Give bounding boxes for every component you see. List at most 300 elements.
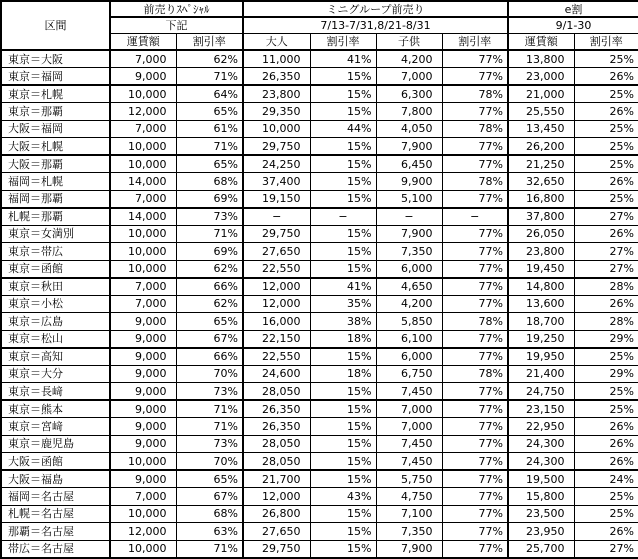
discount-rate-cell: 25% <box>574 120 638 138</box>
fare-value-cell: 9,000 <box>110 400 176 418</box>
table-header <box>1 1 638 50</box>
table-row <box>1 155 638 173</box>
discount-rate-cell: 15% <box>310 138 376 156</box>
fare-value-cell: 23,500 <box>508 505 574 523</box>
discount-rate-cell: 68% <box>176 173 243 191</box>
discount-rate-cell: 66% <box>176 348 243 366</box>
discount-rate-cell: 71% <box>176 418 243 436</box>
discount-rate-cell: 25% <box>574 155 638 173</box>
column-header-fare: 運賃額 <box>110 34 176 51</box>
discount-rate-cell: 71% <box>176 540 243 558</box>
discount-rate-cell: 15% <box>310 103 376 121</box>
fare-value-cell: 10,000 <box>110 138 176 156</box>
fare-value-cell: 18,700 <box>508 313 574 331</box>
discount-rate-cell: 77% <box>442 138 508 156</box>
discount-rate-cell: 78% <box>442 120 508 138</box>
fare-value-cell: 5,100 <box>376 190 442 208</box>
header-group-e-wari: e割 <box>508 1 638 17</box>
discount-rate-cell: 77% <box>442 453 508 471</box>
fare-value-cell: 7,350 <box>376 523 442 541</box>
fare-value-cell: 6,750 <box>376 365 442 383</box>
discount-rate-cell: 77% <box>442 155 508 173</box>
discount-rate-cell: 71% <box>176 225 243 243</box>
fare-value-cell: 29,350 <box>243 103 310 121</box>
fare-value-cell: 23,150 <box>508 400 574 418</box>
fare-value-cell: 9,000 <box>110 470 176 488</box>
discount-rate-cell: 28% <box>574 313 638 331</box>
column-header-child: 子供 <box>376 34 442 51</box>
route-cell: 東京＝那覇 <box>1 103 110 121</box>
fare-value-cell: 10,000 <box>110 85 176 103</box>
table-row <box>1 243 638 261</box>
discount-rate-cell: 78% <box>442 85 508 103</box>
fare-value-cell: 29,750 <box>243 138 310 156</box>
route-cell: 大阪＝札幌 <box>1 138 110 156</box>
fare-value-cell: 10,000 <box>110 540 176 558</box>
discount-rate-cell: 15% <box>310 348 376 366</box>
discount-rate-cell: 67% <box>176 330 243 348</box>
discount-rate-cell: 28% <box>574 278 638 296</box>
fare-value-cell: 4,050 <box>376 120 442 138</box>
discount-rate-cell: − <box>310 208 376 226</box>
fare-value-cell: 7,350 <box>376 243 442 261</box>
fare-value-cell: 19,250 <box>508 330 574 348</box>
discount-rate-cell: 26% <box>574 225 638 243</box>
discount-rate-cell: 69% <box>176 190 243 208</box>
discount-rate-cell: 66% <box>176 278 243 296</box>
discount-rate-cell: 62% <box>176 260 243 278</box>
fare-value-cell: 11,000 <box>243 50 310 68</box>
table-row <box>1 120 638 138</box>
discount-rate-cell: 77% <box>442 260 508 278</box>
discount-rate-cell: 77% <box>442 488 508 506</box>
fare-value-cell: 10,000 <box>110 505 176 523</box>
discount-rate-cell: 77% <box>442 295 508 313</box>
discount-rate-cell: 15% <box>310 383 376 401</box>
discount-rate-cell: 43% <box>310 488 376 506</box>
fare-table-body <box>1 50 638 558</box>
fare-value-cell: 28,050 <box>243 435 310 453</box>
fare-value-cell: 10,000 <box>110 453 176 471</box>
discount-rate-cell: 77% <box>442 278 508 296</box>
discount-rate-cell: 67% <box>176 488 243 506</box>
fare-value-cell: 26,050 <box>508 225 574 243</box>
discount-rate-cell: 77% <box>442 348 508 366</box>
fare-value-cell: 22,550 <box>243 260 310 278</box>
discount-rate-cell: 26% <box>574 173 638 191</box>
route-cell: 東京＝女満別 <box>1 225 110 243</box>
discount-rate-cell: 71% <box>176 68 243 86</box>
discount-rate-cell: 24% <box>574 470 638 488</box>
fare-value-cell: 24,750 <box>508 383 574 401</box>
route-cell: 大阪＝那覇 <box>1 155 110 173</box>
fare-value-cell: 9,000 <box>110 435 176 453</box>
discount-rate-cell: 69% <box>176 243 243 261</box>
table-row <box>1 470 638 488</box>
route-cell: 東京＝鹿児島 <box>1 435 110 453</box>
fare-value-cell: 21,250 <box>508 155 574 173</box>
discount-rate-cell: 62% <box>176 50 243 68</box>
fare-value-cell: 12,000 <box>243 295 310 313</box>
fare-value-cell: 7,000 <box>376 68 442 86</box>
fare-value-cell: 22,550 <box>243 348 310 366</box>
discount-rate-cell: 70% <box>176 453 243 471</box>
route-cell: 帯広＝名古屋 <box>1 540 110 558</box>
route-cell: 東京＝松山 <box>1 330 110 348</box>
fare-value-cell: 37,400 <box>243 173 310 191</box>
route-cell: 東京＝大分 <box>1 365 110 383</box>
fare-value-cell: 4,200 <box>376 50 442 68</box>
discount-rate-cell: 15% <box>310 435 376 453</box>
table-row <box>1 523 638 541</box>
discount-rate-cell: 15% <box>310 453 376 471</box>
fare-value-cell: 16,800 <box>508 190 574 208</box>
column-header-adult: 大人 <box>243 34 310 51</box>
discount-rate-cell: 38% <box>310 313 376 331</box>
route-cell: 大阪＝福島 <box>1 470 110 488</box>
route-cell: 福岡＝名古屋 <box>1 488 110 506</box>
fare-value-cell: 26,350 <box>243 418 310 436</box>
discount-rate-cell: 15% <box>310 505 376 523</box>
fare-value-cell: 9,000 <box>110 418 176 436</box>
discount-rate-cell: 77% <box>442 540 508 558</box>
discount-rate-cell: 71% <box>176 400 243 418</box>
fare-value-cell: 7,000 <box>376 418 442 436</box>
fare-value-cell: 6,000 <box>376 260 442 278</box>
discount-rate-cell: 25% <box>574 138 638 156</box>
discount-rate-cell: 62% <box>176 295 243 313</box>
table-row <box>1 208 638 226</box>
discount-rate-cell: 77% <box>442 418 508 436</box>
discount-rate-cell: 61% <box>176 120 243 138</box>
fare-value-cell: 29,750 <box>243 225 310 243</box>
fare-value-cell: 6,000 <box>376 348 442 366</box>
route-cell: 東京＝大阪 <box>1 50 110 68</box>
discount-rate-cell: 15% <box>310 523 376 541</box>
route-cell: 東京＝宮﨑 <box>1 418 110 436</box>
fare-value-cell: 14,000 <box>110 173 176 191</box>
discount-rate-cell: 26% <box>574 103 638 121</box>
fare-value-cell: 14,800 <box>508 278 574 296</box>
period-e-wari: 9/1-30 <box>508 17 638 34</box>
fare-value-cell: 7,900 <box>376 540 442 558</box>
fare-value-cell: 10,000 <box>110 243 176 261</box>
fare-value-cell: 32,650 <box>508 173 574 191</box>
fare-value-cell: 13,600 <box>508 295 574 313</box>
fare-value-cell: 10,000 <box>110 155 176 173</box>
fare-value-cell: 7,900 <box>376 225 442 243</box>
fare-value-cell: − <box>376 208 442 226</box>
fare-value-cell: 28,050 <box>243 383 310 401</box>
discount-rate-cell: 77% <box>442 383 508 401</box>
fare-value-cell: 23,950 <box>508 523 574 541</box>
fare-value-cell: 6,100 <box>376 330 442 348</box>
discount-rate-cell: 77% <box>442 400 508 418</box>
discount-rate-cell: 77% <box>442 50 508 68</box>
fare-value-cell: 27,650 <box>243 523 310 541</box>
fare-value-cell: 7,800 <box>376 103 442 121</box>
header-group-mini-group-advance: ミニグループ前売り <box>243 1 508 17</box>
fare-value-cell: 9,000 <box>110 365 176 383</box>
route-cell: 東京＝函館 <box>1 260 110 278</box>
fare-value-cell: 4,650 <box>376 278 442 296</box>
fare-value-cell: 6,450 <box>376 155 442 173</box>
fare-value-cell: 6,300 <box>376 85 442 103</box>
fare-value-cell: 21,700 <box>243 470 310 488</box>
table-row <box>1 225 638 243</box>
route-cell: 東京＝札幌 <box>1 85 110 103</box>
table-row <box>1 418 638 436</box>
discount-rate-cell: 73% <box>176 208 243 226</box>
fare-value-cell: 7,100 <box>376 505 442 523</box>
fare-value-cell: 23,800 <box>243 85 310 103</box>
discount-rate-cell: 15% <box>310 225 376 243</box>
discount-rate-cell: 77% <box>442 68 508 86</box>
discount-rate-cell: 77% <box>442 243 508 261</box>
fare-value-cell: 7,000 <box>110 50 176 68</box>
discount-rate-cell: 77% <box>442 190 508 208</box>
route-cell: 東京＝長﨑 <box>1 383 110 401</box>
discount-rate-cell: 15% <box>310 400 376 418</box>
fare-value-cell: 12,000 <box>243 488 310 506</box>
discount-rate-cell: 41% <box>310 50 376 68</box>
fare-value-cell: 5,750 <box>376 470 442 488</box>
table-row <box>1 173 638 191</box>
discount-rate-cell: 15% <box>310 470 376 488</box>
column-header-rate: 割引率 <box>176 34 243 51</box>
column-header-rate: 割引率 <box>574 34 638 51</box>
fare-value-cell: 12,000 <box>243 278 310 296</box>
table-row <box>1 400 638 418</box>
fare-value-cell: 23,800 <box>508 243 574 261</box>
discount-rate-cell: 25% <box>574 400 638 418</box>
table-row <box>1 50 638 68</box>
discount-rate-cell: 29% <box>574 330 638 348</box>
discount-rate-cell: 29% <box>574 365 638 383</box>
table-row <box>1 488 638 506</box>
route-cell: 東京＝帯広 <box>1 243 110 261</box>
table-row <box>1 68 638 86</box>
fare-value-cell: 7,000 <box>110 190 176 208</box>
table-row <box>1 260 638 278</box>
discount-rate-cell: 25% <box>574 505 638 523</box>
discount-rate-cell: 44% <box>310 120 376 138</box>
discount-rate-cell: 15% <box>310 260 376 278</box>
fare-value-cell: 4,750 <box>376 488 442 506</box>
discount-rate-cell: 41% <box>310 278 376 296</box>
table-row <box>1 435 638 453</box>
fare-value-cell: 9,000 <box>110 348 176 366</box>
discount-rate-cell: 71% <box>176 138 243 156</box>
fare-value-cell: 19,150 <box>243 190 310 208</box>
table-row <box>1 505 638 523</box>
discount-rate-cell: 77% <box>442 470 508 488</box>
discount-rate-cell: 25% <box>574 383 638 401</box>
route-cell: 札幌＝那覇 <box>1 208 110 226</box>
fare-value-cell: 9,000 <box>110 330 176 348</box>
fare-value-cell: 25,550 <box>508 103 574 121</box>
discount-rate-cell: 26% <box>574 295 638 313</box>
fare-value-cell: 7,000 <box>110 120 176 138</box>
discount-rate-cell: 27% <box>574 243 638 261</box>
fare-value-cell: 12,000 <box>110 103 176 121</box>
discount-rate-cell: 27% <box>574 208 638 226</box>
fare-value-cell: 12,000 <box>110 523 176 541</box>
discount-rate-cell: 15% <box>310 418 376 436</box>
fare-value-cell: 23,000 <box>508 68 574 86</box>
discount-rate-cell: 26% <box>574 453 638 471</box>
discount-rate-cell: 15% <box>310 173 376 191</box>
discount-rate-cell: 15% <box>310 155 376 173</box>
discount-rate-cell: 18% <box>310 365 376 383</box>
discount-rate-cell: 63% <box>176 523 243 541</box>
header-group-row <box>1 1 638 17</box>
fare-value-cell: 26,350 <box>243 68 310 86</box>
table-row <box>1 453 638 471</box>
period-mini-group: 7/13-7/31,8/21-8/31 <box>243 17 508 34</box>
discount-rate-cell: 77% <box>442 505 508 523</box>
fare-value-cell: 10,000 <box>110 260 176 278</box>
discount-rate-cell: 64% <box>176 85 243 103</box>
fare-value-cell: 24,600 <box>243 365 310 383</box>
fare-value-cell: 9,000 <box>110 313 176 331</box>
table-row <box>1 348 638 366</box>
route-cell: 那覇＝名古屋 <box>1 523 110 541</box>
route-cell: 大阪＝福岡 <box>1 120 110 138</box>
fare-value-cell: 19,950 <box>508 348 574 366</box>
table-row <box>1 278 638 296</box>
fare-value-cell: 10,000 <box>110 225 176 243</box>
fare-value-cell: 9,000 <box>110 68 176 86</box>
discount-rate-cell: − <box>442 208 508 226</box>
discount-rate-cell: 25% <box>574 85 638 103</box>
route-cell: 東京＝秋田 <box>1 278 110 296</box>
table-row <box>1 138 638 156</box>
column-header-rate: 割引率 <box>310 34 376 51</box>
discount-rate-cell: 78% <box>442 313 508 331</box>
discount-rate-cell: 77% <box>442 225 508 243</box>
discount-rate-cell: 77% <box>442 103 508 121</box>
discount-rate-cell: 26% <box>574 68 638 86</box>
fare-value-cell: 7,000 <box>110 295 176 313</box>
fare-value-cell: 7,000 <box>110 488 176 506</box>
column-header-rate: 割引率 <box>442 34 508 51</box>
fare-value-cell: 13,450 <box>508 120 574 138</box>
route-cell: 大阪＝函館 <box>1 453 110 471</box>
discount-rate-cell: 25% <box>574 190 638 208</box>
fare-value-cell: 7,450 <box>376 435 442 453</box>
discount-rate-cell: 15% <box>310 190 376 208</box>
fare-value-cell: 24,300 <box>508 453 574 471</box>
column-header-fare: 運賃額 <box>508 34 574 51</box>
route-cell: 東京＝福岡 <box>1 68 110 86</box>
discount-rate-cell: 65% <box>176 103 243 121</box>
discount-rate-cell: 15% <box>310 85 376 103</box>
route-cell: 札幌＝名古屋 <box>1 505 110 523</box>
discount-rate-cell: 78% <box>442 173 508 191</box>
fare-value-cell: 26,350 <box>243 400 310 418</box>
discount-rate-cell: 35% <box>310 295 376 313</box>
fare-value-cell: 16,000 <box>243 313 310 331</box>
fare-value-cell: 7,900 <box>376 138 442 156</box>
discount-rate-cell: 25% <box>574 50 638 68</box>
table-row <box>1 365 638 383</box>
fare-value-cell: 14,000 <box>110 208 176 226</box>
discount-rate-cell: 77% <box>442 523 508 541</box>
header-group-advance-special: 前売りｽﾍﾟｼｬﾙ <box>110 1 243 17</box>
fare-value-cell: 9,000 <box>110 383 176 401</box>
fare-value-cell: 21,000 <box>508 85 574 103</box>
discount-rate-cell: 73% <box>176 383 243 401</box>
fare-value-cell: 5,850 <box>376 313 442 331</box>
route-cell: 東京＝広島 <box>1 313 110 331</box>
fare-value-cell: 13,800 <box>508 50 574 68</box>
discount-rate-cell: 73% <box>176 435 243 453</box>
discount-rate-cell: 65% <box>176 313 243 331</box>
fare-value-cell: 19,500 <box>508 470 574 488</box>
fare-value-cell: 7,450 <box>376 453 442 471</box>
fare-value-cell: 27,650 <box>243 243 310 261</box>
discount-rate-cell: 25% <box>574 348 638 366</box>
route-cell: 東京＝高知 <box>1 348 110 366</box>
fare-value-cell: 28,050 <box>243 453 310 471</box>
discount-rate-cell: 26% <box>574 435 638 453</box>
discount-rate-cell: 70% <box>176 365 243 383</box>
table-row <box>1 190 638 208</box>
discount-rate-cell: 65% <box>176 470 243 488</box>
fare-value-cell: 22,950 <box>508 418 574 436</box>
fare-value-cell: − <box>243 208 310 226</box>
discount-rate-cell: 18% <box>310 330 376 348</box>
fare-value-cell: 7,000 <box>110 278 176 296</box>
period-advance-special: 下記 <box>110 17 243 34</box>
table-row <box>1 103 638 121</box>
fare-value-cell: 15,800 <box>508 488 574 506</box>
table-row <box>1 330 638 348</box>
table-row <box>1 540 638 558</box>
route-cell: 東京＝熊本 <box>1 400 110 418</box>
discount-rate-cell: 15% <box>310 243 376 261</box>
discount-rate-cell: 15% <box>310 68 376 86</box>
fare-value-cell: 26,800 <box>243 505 310 523</box>
route-cell: 東京＝小松 <box>1 295 110 313</box>
discount-rate-cell: 77% <box>442 330 508 348</box>
fare-value-cell: 29,750 <box>243 540 310 558</box>
discount-rate-cell: 27% <box>574 540 638 558</box>
table-row <box>1 313 638 331</box>
table-row <box>1 295 638 313</box>
fare-value-cell: 7,450 <box>376 383 442 401</box>
discount-rate-cell: 78% <box>442 365 508 383</box>
fare-value-cell: 37,800 <box>508 208 574 226</box>
discount-rate-cell: 26% <box>574 523 638 541</box>
discount-rate-cell: 15% <box>310 540 376 558</box>
fare-value-cell: 4,200 <box>376 295 442 313</box>
fare-value-cell: 19,450 <box>508 260 574 278</box>
fare-value-cell: 24,250 <box>243 155 310 173</box>
fare-value-cell: 22,150 <box>243 330 310 348</box>
table-row <box>1 383 638 401</box>
column-header-route: 区間 <box>1 1 110 50</box>
fare-value-cell: 21,400 <box>508 365 574 383</box>
fare-value-cell: 26,200 <box>508 138 574 156</box>
table-row <box>1 85 638 103</box>
discount-rate-cell: 65% <box>176 155 243 173</box>
fare-value-cell: 7,000 <box>376 400 442 418</box>
discount-rate-cell: 77% <box>442 435 508 453</box>
discount-rate-cell: 68% <box>176 505 243 523</box>
discount-rate-cell: 27% <box>574 260 638 278</box>
